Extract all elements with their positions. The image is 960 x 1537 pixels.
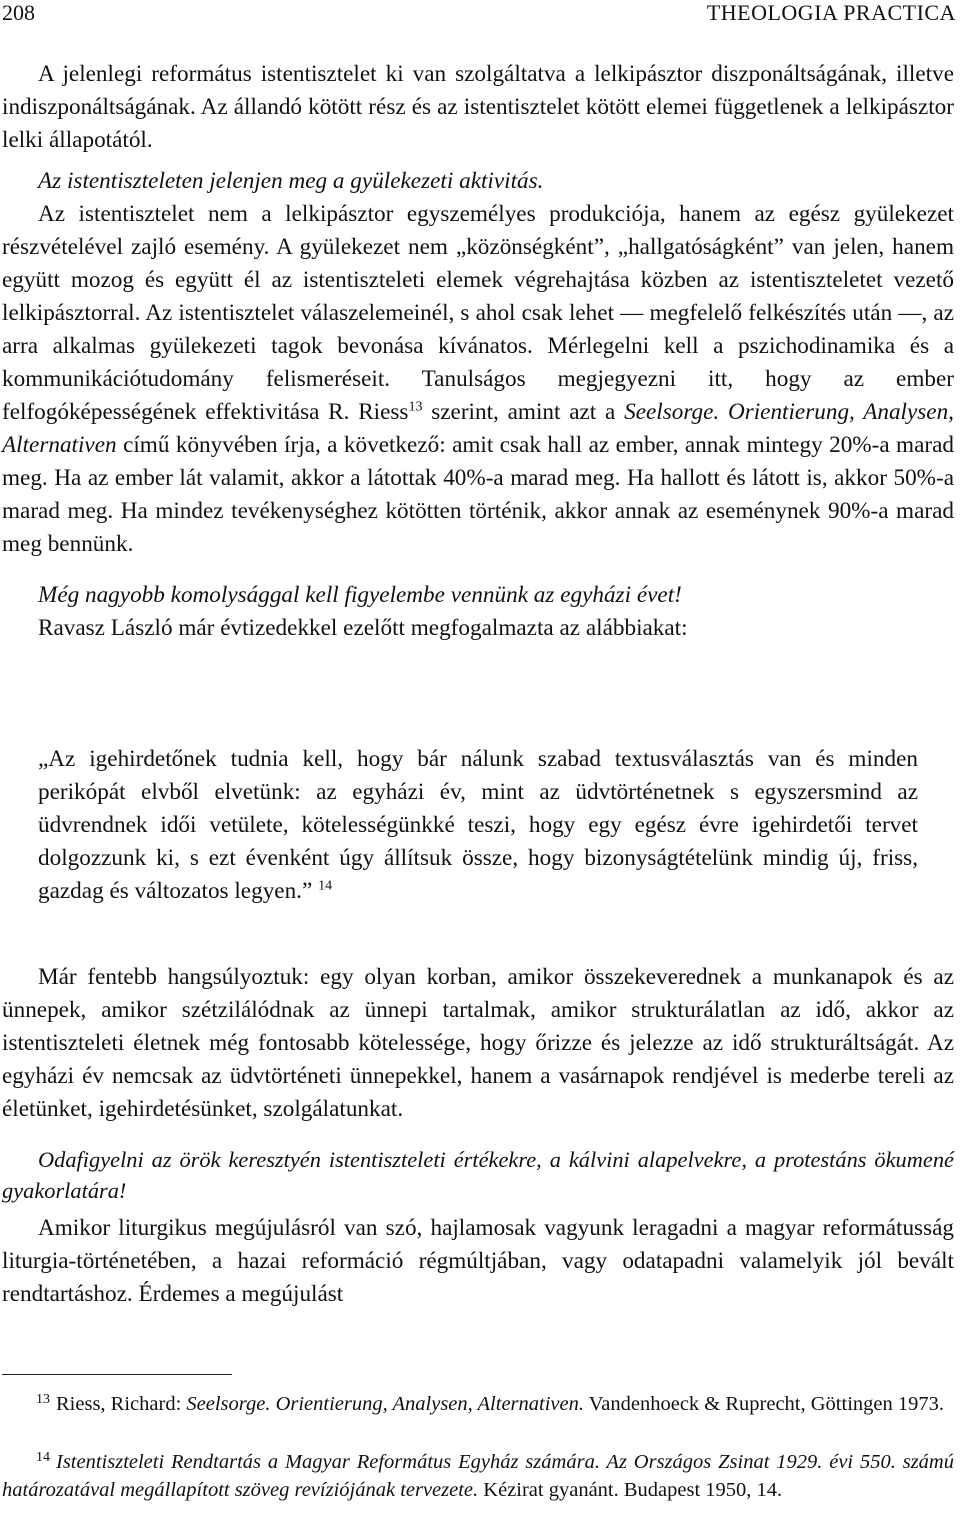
journal-title: THEOLOGIA PRACTICA: [706, 0, 956, 25]
footnote-14-title: Istentiszteleti Rendtartás a Magyar Református Egyház számára. Az Országos Zsinat 1929. évi 550. számú határozatával megállapított szöveg revíziójának tervezete.: [2, 1451, 954, 1501]
footnote-13-lead: Riess, Richard:: [56, 1393, 187, 1415]
paragraph-liturgical-renewal: Amikor liturgikus megújulásról van szó, hajlamosak vagyunk leragadni a magyar reformátusság liturgia-történetében, a hazai reformáció régmúltjában, vagy odatapadni valamelyik jól bevált rendtartáshoz. Érdemes a megújulást: [2, 1215, 954, 1307]
footnote-13-tail: Vandenhoeck & Ruprecht, Göttingen 1973.: [583, 1393, 944, 1415]
footnote-13-title: Seelsorge. Orientierung, Analysen, Alternativen.: [186, 1393, 584, 1415]
section-heading-values: Odafigyelni az örök keresztyén istentiszteleti értékekre, a kálvini alapelvekre, a protestáns ökumené gyakorlatára!: [2, 1147, 954, 1203]
footnote-mark-14: 14: [36, 1450, 50, 1465]
footnote-13: [2, 1386, 954, 1418]
paragraph-congregation-text-c: című könyvében írja, a következő: amit csak hall az ember, annak mintegy 20%-a marad meg. Ha az ember lát valamit, akkor a látottak 40%-a marad meg. Ha hallott és látott is, akkor 50%-a marad meg. Ha mindez tevékenységhez kötötten történik, akkor annak az eseménynek 90%-a marad meg bennünk.: [2, 432, 954, 557]
paragraph-congregation-text-b: szerint, amint azt a: [422, 399, 625, 425]
section-heading-activity: Az istentiszteleten jelenjen meg a gyülekezeti aktivitás.: [38, 168, 544, 194]
block-quote-text: „Az igehirdetőnek tudnia kell, hogy bár nálunk szabad textusválasztás van és minden perikópát elvből elvetünk: az egyházi év, mint az üdvtörténetnek s egyszersmind az üdvrendnek idői vetülete, kötelességünkké teszi, hogy egy egész évre igehirdetői tervet dolgozzunk ki, s ezt évenként úgy állítsuk össze, hogy bizonyságtételünk mindig új, friss, gazdag és változatos legyen.”: [38, 746, 918, 904]
paragraph-congregation: [2, 198, 954, 561]
running-header: [0, 0, 960, 30]
paragraph-congregation-text: Az istentisztelet nem a lelkipásztor egyszemélyes produkciója, hanem az egész gyülekezet részvételével zajló esemény. A gyülekezet nem „közönségként”, „hallgatóságként” van jelen, hanem együtt mozog és együtt él az istentiszteleti elemek végrehajtása közben az istentiszteletet vezető lelkipásztorral. Az istentisztelet válaszelemeinél, s ahol csak lehet — megfelelő felkészítés után —, az arra alkalmas gyülekezeti tagok bevonása kívánatos. Mérlegelni kell a pszichodinamika és a kommunikációtudomány felismeréseit. Tanulságos megjegyezni itt, hogy az ember felfogóképességének effektivitása R. Riess: [2, 201, 954, 425]
block-quote: [38, 743, 918, 908]
body-text-top: [2, 58, 954, 645]
paragraph-structured-time: Már fentebb hangsúlyoztuk: egy olyan korban, amikor összekeverednek a munkanapok és az ünnepek, amikor szétzilálódnak az ünnepi tartalmak, amikor strukturálatlan az idő, akkor az istentiszteleti életnek még fontosabb kötelessége, hogy őrizze és jelezze az idő strukturáltságát. Az egyházi év nemcsak az üdvtörténeti ünnepekkel, hanem a vasárnapok rendjével is mederbe tereli az életünket, igehirdetésünket, szolgálatunkat.: [2, 964, 954, 1122]
book-title: Seelsorge. Orientierung, Analysen, Alternativen: [2, 399, 954, 458]
paragraph-ravasz-intro: Ravasz László már évtizedekkel ezelőtt megfogalmazta az alábbiakat:: [38, 615, 688, 641]
section-heading-church-year: Még nagyobb komolysággal kell figyelembe vennünk az egyházi évet!: [38, 582, 682, 608]
footnote-14: [2, 1444, 954, 1504]
body-text-middle: [2, 961, 954, 1311]
footnote-ref-13: 13: [408, 399, 423, 415]
page-number: 208: [2, 0, 35, 25]
footnote-mark-13: 13: [36, 1392, 50, 1407]
paragraph-disposition: A jelenlegi református istentisztelet ki van szolgáltatva a lelkipásztor diszponáltságának, illetve indiszponáltságának. Az állandó kötött rész és az istentisztelet kötött elemei függetlenek a lelkipásztor lelki állapotától.: [2, 61, 954, 153]
footnote-ref-14: 14: [318, 878, 333, 894]
footnote-separator: [2, 1374, 232, 1375]
footnote-14-tail: Kézirat gyanánt. Budapest 1950, 14.: [478, 1479, 783, 1501]
